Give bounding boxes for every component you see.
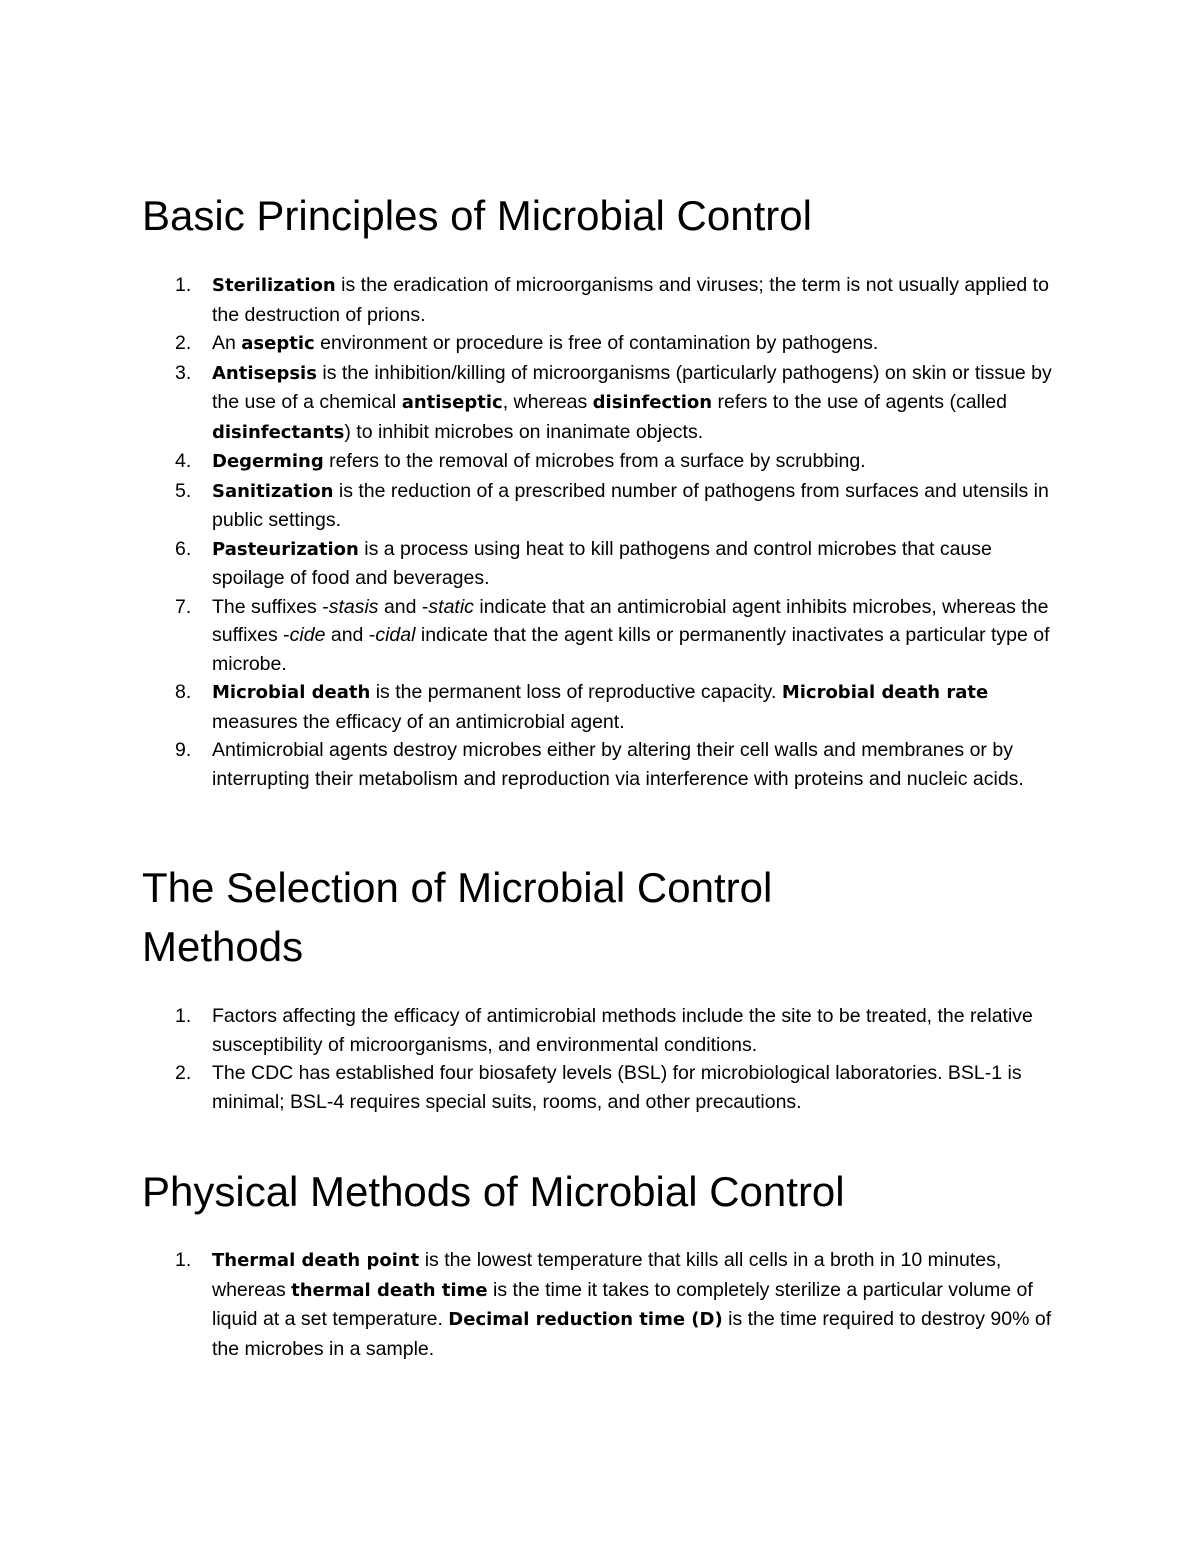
bold-term: Degerming xyxy=(212,451,324,472)
section-heading-selection-methods: The Selection of Microbial Control Methods xyxy=(142,864,773,970)
item-text: Factors affecting the efficacy of antimicrobial methods include the site to be treated, the relative susceptibility of microorganisms, and environmental conditions. xyxy=(212,1005,1033,1056)
list-item xyxy=(142,359,1062,448)
list-item xyxy=(142,271,1062,329)
item-text: and - xyxy=(378,595,429,618)
item-text: The CDC has established four biosafety levels (BSL) for microbiological laboratories. BSL-1 is minimal; BSL-4 requires special suits, rooms, and other precautions. xyxy=(212,1062,1022,1113)
italic-term: cidal xyxy=(375,624,416,646)
item-text: refers to the use of agents (called xyxy=(712,391,1007,413)
bold-term: disinfectants xyxy=(212,421,345,443)
bold-term: Sanitization xyxy=(212,480,334,502)
list-item-number: 1. xyxy=(175,1249,192,1271)
item-text: is the inhibition/killing of microorganisms (particularly pathogens) on skin or tissue by the use of a chemical xyxy=(212,361,1052,413)
item-text: environment or procedure is free of contamination by pathogens. xyxy=(314,332,879,354)
basic-principles-list xyxy=(142,271,1062,793)
list-item xyxy=(142,535,1062,593)
bold-term: Antisepsis xyxy=(212,362,317,384)
list-item-number: 1. xyxy=(175,1005,192,1027)
item-text: Antimicrobial agents destroy microbes either by altering their cell walls and membranes or by interrupting their metabolism and reproduction via interference with proteins and nucleic acids. xyxy=(212,739,1024,790)
list-item-number: 9. xyxy=(175,739,192,761)
list-item xyxy=(142,593,1062,679)
bold-term: Microbial death xyxy=(212,682,371,703)
item-text: refers to the removal of microbes from a surface by scrubbing. xyxy=(323,450,866,472)
item-text: and - xyxy=(325,624,376,646)
item-text: indicate that the agent kills or permanently inactivates a particular type of microbe. xyxy=(212,624,1050,675)
list-item-number: 1. xyxy=(175,274,192,296)
item-text: is the time required to destroy 90% of the microbes in a sample. xyxy=(212,1308,1052,1360)
physical-methods-list xyxy=(142,1246,1062,1363)
bold-term: Pasteurization xyxy=(212,538,359,560)
list-item-number: 5. xyxy=(175,479,192,502)
italic-term: stasis xyxy=(328,595,379,618)
bold-term: thermal death time xyxy=(291,1279,488,1301)
list-item xyxy=(142,1059,1062,1116)
item-text: An xyxy=(212,332,242,354)
item-text: is the eradication of microorganisms and viruses; the term is not usually applied to the destruction of prions. xyxy=(212,274,1049,326)
item-text: The suffixes - xyxy=(212,595,329,618)
list-item-number: 8. xyxy=(175,681,192,703)
bold-term: Microbial death rate xyxy=(781,682,989,703)
list-item-number: 7. xyxy=(175,595,192,618)
item-text: is the lowest temperature that kills all cells in a broth in 10 minutes, whereas xyxy=(212,1249,1002,1301)
list-item xyxy=(142,1002,1062,1059)
item-text: , whereas xyxy=(502,391,593,413)
item-text: indicate that an antimicrobial agent inhibits microbes, whereas the suffixes - xyxy=(212,595,1049,646)
list-item xyxy=(142,329,1062,359)
italic-term: static xyxy=(428,595,474,618)
list-item xyxy=(142,678,1062,736)
bold-term: disinfection xyxy=(592,392,713,413)
item-text: is the reduction of a prescribed number of pathogens from surfaces and utensils in public settings. xyxy=(212,479,1049,531)
list-item xyxy=(142,447,1062,477)
item-text: is the time it takes to completely sterilize a particular volume of liquid at a set temperature. xyxy=(212,1278,1033,1330)
list-item-number: 2. xyxy=(175,332,192,354)
list-item xyxy=(142,736,1062,793)
list-item xyxy=(142,1246,1062,1363)
item-text: is the permanent loss of reproductive capacity. xyxy=(370,681,782,703)
bold-term: Sterilization xyxy=(212,275,336,296)
item-text: is a process using heat to kill pathogens and control microbes that cause spoilage of food and beverages. xyxy=(212,537,992,589)
list-item-number: 6. xyxy=(175,537,192,560)
list-item-number: 4. xyxy=(175,450,192,472)
section-heading-physical-methods: Physical Methods of Microbial Control xyxy=(142,1168,845,1215)
italic-term: cide xyxy=(289,624,326,646)
selection-methods-list xyxy=(142,1002,1062,1116)
bold-term: antiseptic xyxy=(401,392,503,413)
list-item-number: 3. xyxy=(175,361,192,384)
item-text: measures the efficacy of an antimicrobial agent. xyxy=(212,710,625,733)
bold-term: Decimal reduction time (D) xyxy=(448,1309,723,1330)
list-item xyxy=(142,477,1062,535)
bold-term: aseptic xyxy=(241,333,315,354)
list-item-number: 2. xyxy=(175,1062,192,1084)
item-text: ) to inhibit microbes on inanimate objects. xyxy=(344,420,704,443)
section-heading-basic-principles: Basic Principles of Microbial Control xyxy=(142,192,812,239)
bold-term: Thermal death point xyxy=(212,1250,420,1271)
